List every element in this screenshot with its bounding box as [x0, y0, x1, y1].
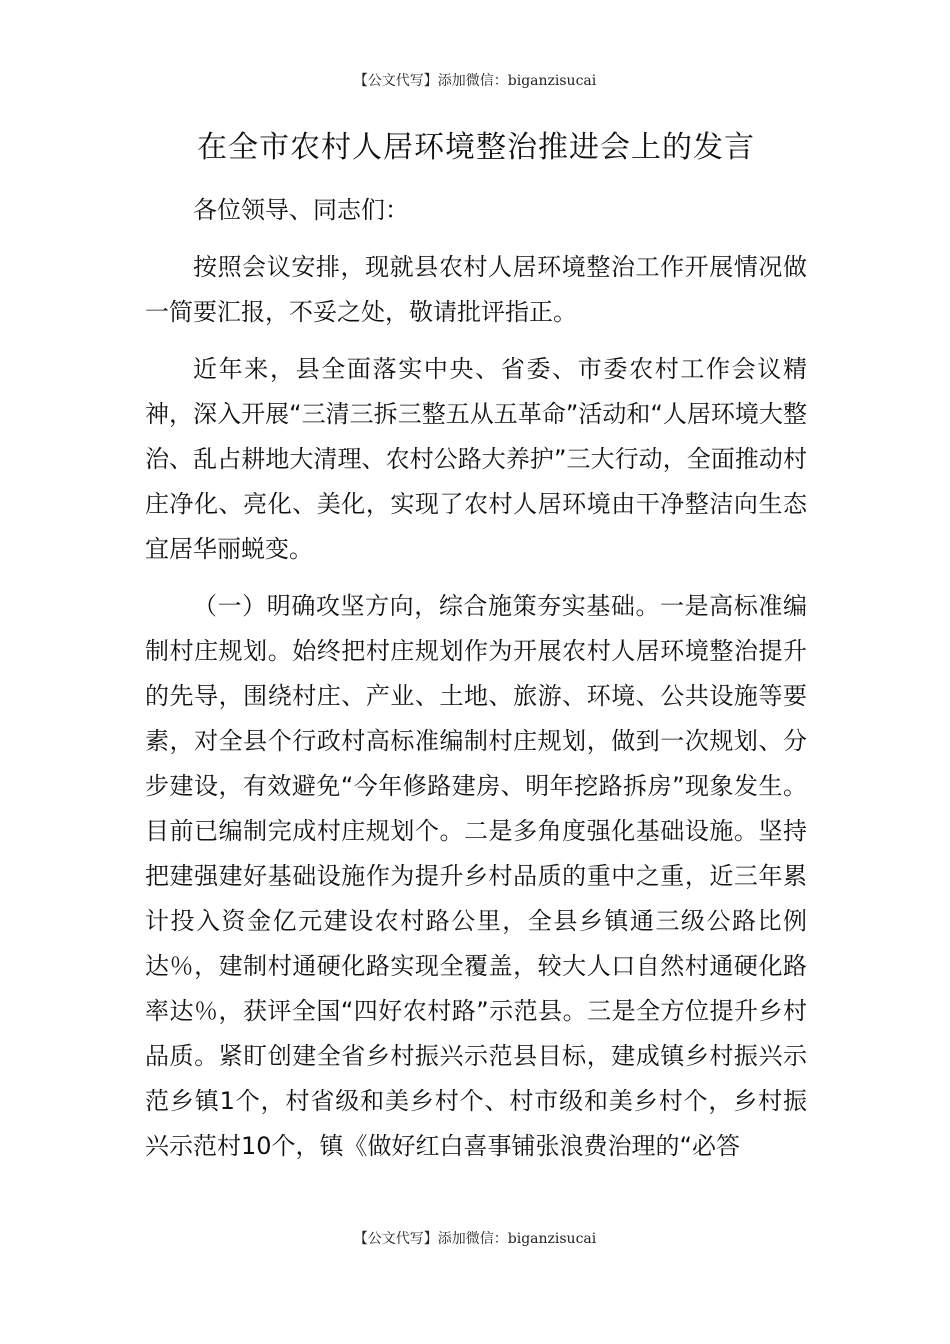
page-header-watermark: 【公文代写】添加微信：biganzisucai — [353, 73, 597, 89]
page-footer-watermark: 【公文代写】添加微信：biganzisucai — [353, 1231, 597, 1247]
overview-paragraph: 近年来，县全面落实中央、省委、市委农村工作会议精神，深入开展“三清三拆三整五从五革命”活动和“人居环境大整治、乱占耕地大清理、农村公路大养护”三大行动，全面推动村庄净化、亮化、美化，实现了农村人居环境由干净整洁向生态宜居华丽蜕变。 — [145, 355, 807, 563]
section-one-paragraph: （一）明确攻坚方向，综合施策夯实基础。一是高标准编制村庄规划。始终把村庄规划作为开展农村人居环境整治提升的先导，围绕村庄、产业、土地、旅游、环境、公共设施等要素，对全县个行政村高标准编制村庄规划，做到一次规划、分步建设，有效避免“今年修路建房、明年挖路拆房”现象发生。目前已编制完成村庄规划个。二是多角度强化基础设施。坚持把建强建好基础设施作为提升乡村品质的重中之重，近三年累计投入资金亿元建设农村路公里，全县乡镇通三级公路比例达％，建制村通硬化路实现全覆盖，较大人口自然村通硬化路率达％，获评全国“四好农村路”示范县。三是全方位提升乡村品质。紧盯创建全省乡村振兴示范县目标，建成镇乡村振兴示范乡镇1个，村省级和美乡村个、村市级和美乡村个，乡村振兴示范村10个，镇《做好红白喜事铺张浪费治理的“必答 — [145, 592, 807, 1160]
intro-paragraph: 按照会议安排，现就县农村人居环境整治工作开展情况做一简要汇报，不妥之处，敬请批评指正。 — [145, 253, 807, 326]
salutation-paragraph: 各位领导、同志们： — [193, 196, 409, 224]
document-body — [145, 118, 807, 1169]
document-title: 在全市农村人居环境整治推进会上的发言 — [197, 130, 755, 165]
